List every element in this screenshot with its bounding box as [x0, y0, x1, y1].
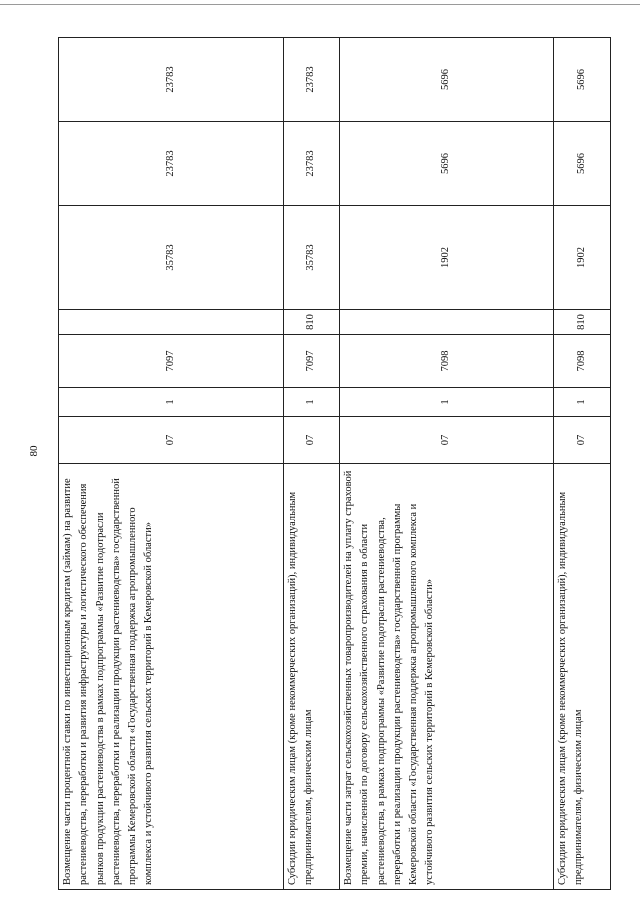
page-number: 80	[28, 445, 40, 457]
amount-3: 23783	[59, 38, 284, 122]
row-description: Субсидии юридическим лицам (кроме некоммерческих организаций), индивидуальным предпринимателям, физическим лицам	[284, 464, 340, 890]
budget-table	[58, 37, 611, 890]
table-row	[284, 38, 340, 890]
budget-table-rotator	[58, 38, 610, 890]
amount-3: 5696	[340, 38, 554, 122]
section-code: 07	[284, 417, 340, 464]
table-row	[554, 38, 611, 890]
section-code: 07	[340, 417, 554, 464]
program-code: 1	[59, 388, 284, 417]
expense-type-code	[59, 310, 284, 335]
program-code: 1	[554, 388, 611, 417]
table-row	[59, 38, 284, 890]
expense-type-code	[340, 310, 554, 335]
amount-1: 1902	[340, 206, 554, 310]
expense-type-code: 810	[284, 310, 340, 335]
row-description: Возмещение части затрат сельскохозяйственных товаропроизводителей на уплату страховой премии, начисленной по договору сельскохозяйственного страхования в области растениеводства, в рамках подпрограммы «Развитие подотрасли растениеводства, переработки и реализации продукции растениеводства» государственной программы Кемеровской области «Государственная поддержка агропромышленного комплекса и устойчивого развития сельских территорий в Кемеровской области»	[340, 464, 554, 890]
amount-2: 23783	[59, 122, 284, 206]
section-code: 07	[59, 417, 284, 464]
article-code: 7097	[284, 335, 340, 388]
budget-table-frame	[58, 38, 610, 890]
program-code: 1	[284, 388, 340, 417]
article-code: 7097	[59, 335, 284, 388]
row-description: Возмещение части процентной ставки по инвестиционным кредитам (займам) на развитие растениеводства, переработки и развития инфраструктуры и логистического обеспечения рынков продукции растениеводства в рамках подпрограммы «Развитие подотрасли растениеводства, переработки и реализации продукции растениеводства» государственной программы Кемеровской области «Государственная поддержка агропромышленного комплекса и устойчивого развития сельских территорий в Кемеровской области»	[59, 464, 284, 890]
amount-1: 35783	[284, 206, 340, 310]
article-code: 7098	[340, 335, 554, 388]
article-code: 7098	[554, 335, 611, 388]
table-row	[340, 38, 554, 890]
amount-1: 1902	[554, 206, 611, 310]
scan-edge-line	[0, 4, 640, 5]
amount-2: 5696	[554, 122, 611, 206]
program-code: 1	[340, 388, 554, 417]
amount-3: 23783	[284, 38, 340, 122]
row-description: Субсидии юридическим лицам (кроме некоммерческих организаций), индивидуальным предпринимателям, физическим лицам	[554, 464, 611, 890]
amount-1: 35783	[59, 206, 284, 310]
amount-2: 23783	[284, 122, 340, 206]
amount-3: 5696	[554, 38, 611, 122]
amount-2: 5696	[340, 122, 554, 206]
section-code: 07	[554, 417, 611, 464]
expense-type-code: 810	[554, 310, 611, 335]
